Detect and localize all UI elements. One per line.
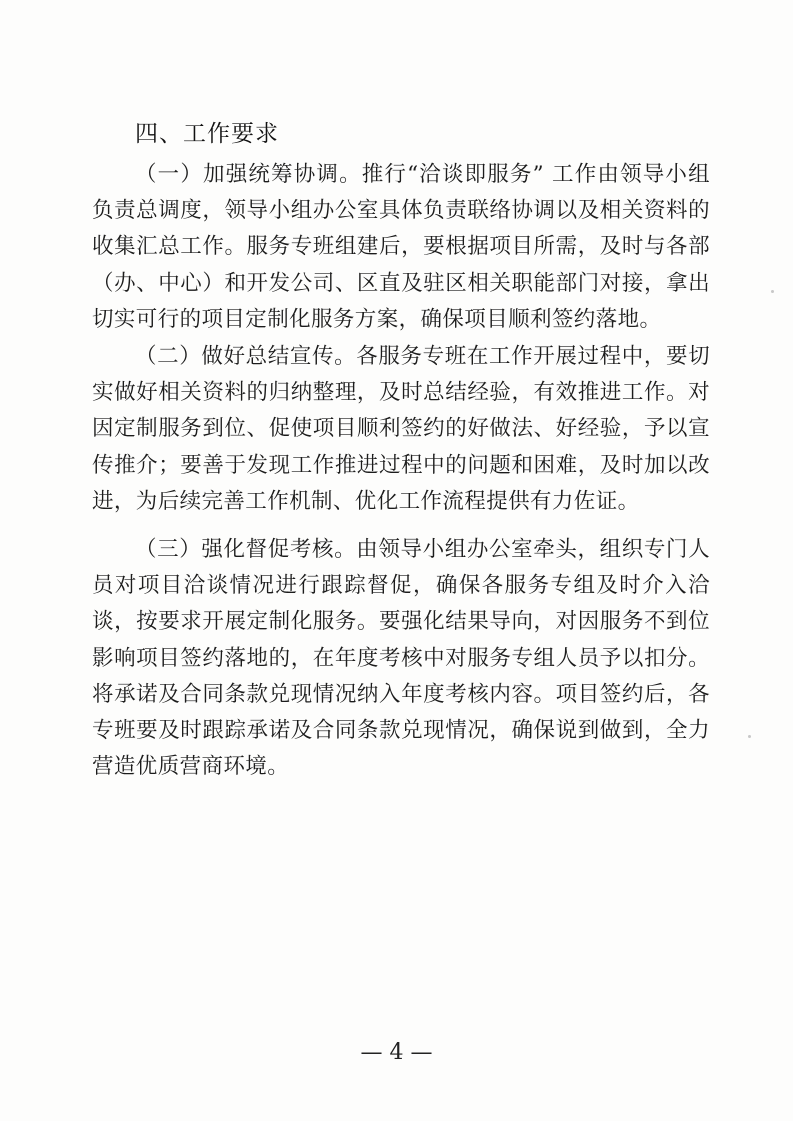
paragraph-coordination: （一）加强统筹协调。推行“洽谈即服务” 工作由领导小组负责总调度，领导小组办公室具体负责联络协调以及相关资料的收集汇总工作。服务专班组建后，要根据项目所需，及时与各部（办、中心）和开发公司、区直及驻区相关职能部门对接，拿出切实可行的项目定制化服务方案，确保项目顺利签约落地。 xyxy=(92,162,710,332)
paragraph-supervision-assessment: （三）强化督促考核。由领导小组办公室牵头，组织专门人员对项目洽谈情况进行跟踪督促，确保各服务专组及时介入洽谈，按要求开展定制化服务。要强化结果导向，对因服务不到位影响项目签约落地的，在年度考核中对服务专组人员予以扣分。将承诺及合同条款兑现情况纳入年度考核内容。项目签约后，各专班要及时跟踪承诺及合同条款兑现情况，确保说到做到，全力营造优质营商环境。 xyxy=(92,537,710,780)
section-heading: 四、工作要求 xyxy=(135,121,279,147)
paragraph-summary-publicity: （二）做好总结宣传。各服务专班在工作开展过程中，要切实做好相关资料的归纳整理，及时总结经验，有效推进工作。对因定制服务到位、促使项目顺利签约的好做法、好经验，予以宣传推介；要善于发现工作推进过程中的问题和困难，及时加以改进，为后续完善工作机制、优化工作流程提供有力佐证。 xyxy=(92,344,710,514)
scan-speck xyxy=(748,735,751,738)
scan-speck xyxy=(771,290,774,293)
page-number: — 4 — xyxy=(360,1040,433,1065)
